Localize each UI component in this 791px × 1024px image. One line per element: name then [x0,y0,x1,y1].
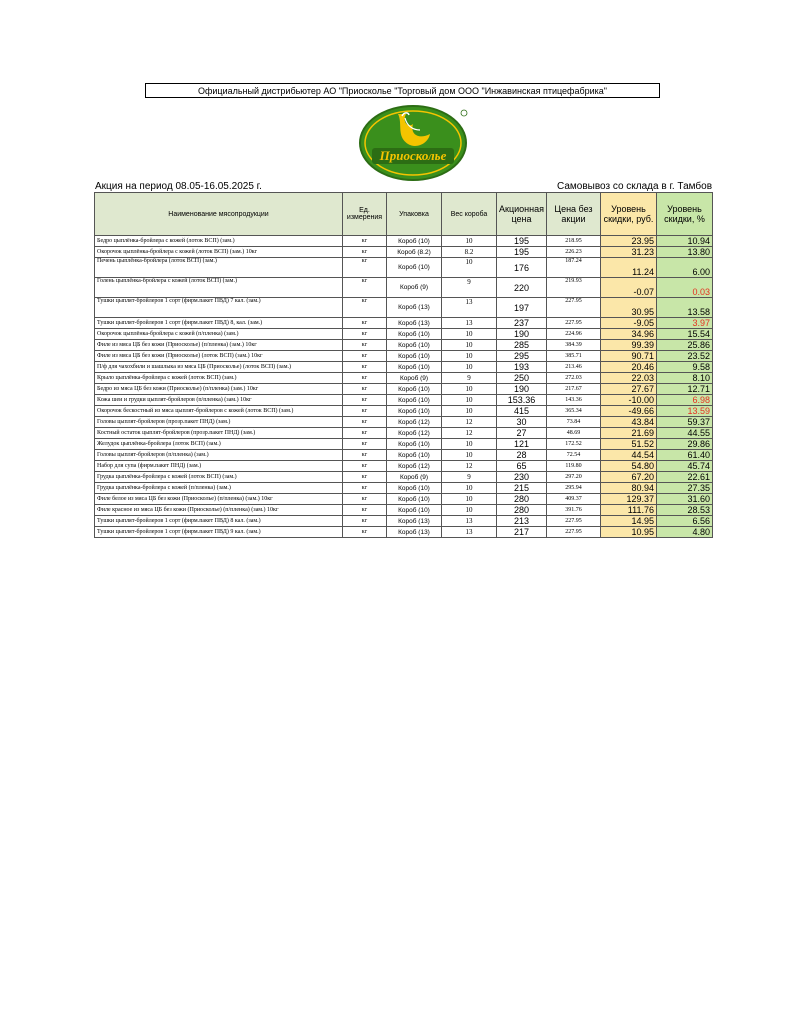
cell-weight: 10 [442,494,497,505]
table-row [95,340,713,351]
cell-pack: Короб (10) [387,494,442,505]
cell-promo: 220 [497,278,547,298]
cell-pack: Короб (13) [387,318,442,329]
cell-pack: Короб (13) [387,298,442,318]
cell-unit: кг [343,406,387,417]
cell-pack: Короб (12) [387,461,442,472]
table-row [95,236,713,247]
cell-name: Голень цыплёнка-бройлера с кожей (лоток ВСП) (зам.) [95,278,343,298]
cell-unit: кг [343,505,387,516]
distributor-banner: Официальный дистрибьютер АО "Приосколье "Торговый дом ООО "Инжавинская птицефабрика" [145,83,660,98]
cell-pct: 13.80 [657,247,713,258]
cell-unit: кг [343,278,387,298]
cell-weight: 10 [442,384,497,395]
cell-promo: 176 [497,258,547,278]
cell-name: Костный остаток цыплят-бройлеров (прозр.пакет ПНД) (зам.) [95,428,343,439]
cell-unit: кг [343,351,387,362]
table-row [95,362,713,373]
cell-name: Печень цыплёнка-бройлера (лоток ВСП) (зам.) [95,258,343,278]
cell-rub: 11.24 [601,258,657,278]
cell-rub: 22.03 [601,373,657,384]
cell-pack: Короб (8.2) [387,247,442,258]
cell-rub: 30.95 [601,298,657,318]
cell-base: 119.80 [547,461,601,472]
cell-unit: кг [343,373,387,384]
cell-base: 73.84 [547,417,601,428]
cell-weight: 10 [442,340,497,351]
cell-weight: 9 [442,472,497,483]
col-header-base-price: Цена без акции [547,193,601,236]
col-header-name: Наименование мясопродукции [95,193,343,236]
cell-name: Крыло цыплёнка-бройлера с кожей (лоток ВСП) (зам.) [95,373,343,384]
cell-base: 217.67 [547,384,601,395]
cell-promo: 190 [497,329,547,340]
cell-weight: 10 [442,406,497,417]
cell-promo: 153.36 [497,395,547,406]
price-table [94,192,713,538]
table-row [95,278,713,298]
table-row [95,351,713,362]
cell-rub: 31.23 [601,247,657,258]
cell-name: Тушки цыплят-бройлеров 1 сорт (фирм.пакет ПВД) 9 кал. (зам.) [95,527,343,538]
cell-unit: кг [343,472,387,483]
cell-unit: кг [343,362,387,373]
cell-base: 227.95 [547,318,601,329]
cell-base: 224.96 [547,329,601,340]
cell-pct: 23.52 [657,351,713,362]
col-header-promo-price: Акционная цена [497,193,547,236]
cell-name: Окорочок цыплёнка-бройлера с кожей (лоток ВСП) (зам.) 10кг [95,247,343,258]
cell-pack: Короб (10) [387,439,442,450]
cell-base: 226.23 [547,247,601,258]
col-header-weight: Вес короба [442,193,497,236]
cell-promo: 28 [497,450,547,461]
cell-pct: 4.80 [657,527,713,538]
cell-pct: 15.54 [657,329,713,340]
cell-unit: кг [343,329,387,340]
cell-rub: 14.95 [601,516,657,527]
priioskolye-logo [358,104,468,182]
cell-base: 272.03 [547,373,601,384]
cell-pack: Короб (10) [387,406,442,417]
promo-period: Акция на период 08.05-16.05.2025 г. [95,181,262,192]
cell-promo: 295 [497,351,547,362]
cell-rub: -10.00 [601,395,657,406]
table-row [95,439,713,450]
cell-unit: кг [343,384,387,395]
cell-unit: кг [343,417,387,428]
cell-base: 227.95 [547,516,601,527]
table-row [95,329,713,340]
cell-pct: 6.00 [657,258,713,278]
cell-unit: кг [343,439,387,450]
cell-pack: Короб (9) [387,278,442,298]
cell-unit: кг [343,318,387,329]
cell-pack: Короб (10) [387,505,442,516]
cell-pct: 12.71 [657,384,713,395]
cell-pack: Короб (10) [387,483,442,494]
cell-weight: 13 [442,298,497,318]
cell-unit: кг [343,483,387,494]
table-row [95,428,713,439]
cell-name: Филе из мяса ЦБ без кожи (Приосколье) (п/пленка) (зам.) 10кг [95,340,343,351]
table-row [95,505,713,516]
cell-pct: 44.55 [657,428,713,439]
cell-rub: -49.66 [601,406,657,417]
cell-rub: 10.95 [601,527,657,538]
cell-name: Бедро из мяса ЦБ без кожи (Приосколье) (п/пленка) (зам.) 10кг [95,384,343,395]
cell-name: Головы цыплят-бройлеров (п/пленка) (зам.) [95,450,343,461]
cell-weight: 13 [442,527,497,538]
cell-promo: 237 [497,318,547,329]
cell-promo: 27 [497,428,547,439]
cell-name: Филе красное из мяса ЦБ без кожи (Приосколье) (п/пленка) (зам.) 10кг [95,505,343,516]
cell-pct: 8.10 [657,373,713,384]
cell-pct: 10.94 [657,236,713,247]
table-row [95,494,713,505]
cell-rub: 99.39 [601,340,657,351]
cell-pack: Короб (10) [387,395,442,406]
cell-name: Окорочок бескостный из мяса цыплят-бройлеров с кожей (лоток ВСП) (зам.) [95,406,343,417]
cell-pack: Короб (13) [387,527,442,538]
cell-pct: 59.37 [657,417,713,428]
table-row [95,258,713,278]
cell-pack: Короб (12) [387,417,442,428]
cell-weight: 10 [442,505,497,516]
cell-promo: 280 [497,494,547,505]
table-row [95,461,713,472]
col-header-discount-rub: Уровень скидки, руб. [601,193,657,236]
cell-rub: -0.07 [601,278,657,298]
cell-unit: кг [343,428,387,439]
table-row [95,384,713,395]
cell-rub: 23.95 [601,236,657,247]
cell-promo: 215 [497,483,547,494]
cell-pct: 29.86 [657,439,713,450]
cell-pack: Короб (10) [387,362,442,373]
table-row [95,527,713,538]
cell-pack: Короб (12) [387,428,442,439]
cell-pct: 28.53 [657,505,713,516]
cell-pack: Короб (9) [387,472,442,483]
cell-name: П/ф для чахохбили и шашлыка из мяса ЦБ (Приосколье) (лоток ВСП) (зам.) [95,362,343,373]
cell-pack: Короб (10) [387,329,442,340]
cell-base: 187.24 [547,258,601,278]
cell-base: 172.52 [547,439,601,450]
pickup-note: Самовывоз со склада в г. Тамбов [557,181,713,192]
cell-promo: 195 [497,247,547,258]
cell-promo: 195 [497,236,547,247]
cell-promo: 213 [497,516,547,527]
cell-promo: 30 [497,417,547,428]
cell-weight: 9 [442,278,497,298]
cell-pct: 6.98 [657,395,713,406]
cell-pct: 6.56 [657,516,713,527]
cell-base: 218.95 [547,236,601,247]
cell-promo: 197 [497,298,547,318]
cell-weight: 10 [442,258,497,278]
cell-unit: кг [343,516,387,527]
cell-unit: кг [343,461,387,472]
cell-unit: кг [343,236,387,247]
cell-pack: Короб (10) [387,450,442,461]
cell-name: Филе из мяса ЦБ без кожи (Приосколье) (лоток ВСП) (зам.) 10кг [95,351,343,362]
cell-pct: 45.74 [657,461,713,472]
cell-promo: 250 [497,373,547,384]
cell-pct: 3.97 [657,318,713,329]
table-row [95,472,713,483]
cell-rub: 90.71 [601,351,657,362]
cell-pct: 27.35 [657,483,713,494]
table-row [95,318,713,329]
cell-unit: кг [343,298,387,318]
cell-base: 384.39 [547,340,601,351]
cell-name: Грудка цыплёнка-бройлера с кожей (п/пленка) (зам.) [95,483,343,494]
cell-base: 391.76 [547,505,601,516]
cell-pct: 31.60 [657,494,713,505]
cell-name: Головы цыплят-бройлеров (прозр.пакет ПНД) (зам.) [95,417,343,428]
cell-weight: 13 [442,516,497,527]
cell-unit: кг [343,450,387,461]
cell-weight: 10 [442,450,497,461]
cell-base: 295.94 [547,483,601,494]
cell-pack: Короб (10) [387,340,442,351]
cell-base: 297.20 [547,472,601,483]
cell-promo: 230 [497,472,547,483]
cell-pack: Короб (13) [387,516,442,527]
cell-base: 409.37 [547,494,601,505]
cell-weight: 12 [442,428,497,439]
cell-rub: 129.37 [601,494,657,505]
cell-weight: 9 [442,373,497,384]
table-row [95,395,713,406]
table-row [95,483,713,494]
cell-base: 219.93 [547,278,601,298]
cell-promo: 415 [497,406,547,417]
col-header-unit: Ед. измерения [343,193,387,236]
col-header-pack: Упаковка [387,193,442,236]
cell-weight: 12 [442,417,497,428]
cell-name: Филе белое из мяса ЦБ без кожи (Приосколье) (п/пленка) (зам.) 10кг [95,494,343,505]
table-row [95,298,713,318]
cell-promo: 285 [497,340,547,351]
cell-rub: -9.05 [601,318,657,329]
cell-base: 385.71 [547,351,601,362]
cell-pct: 61.40 [657,450,713,461]
cell-rub: 21.69 [601,428,657,439]
cell-rub: 51.52 [601,439,657,450]
cell-rub: 54.80 [601,461,657,472]
cell-weight: 10 [442,483,497,494]
cell-weight: 10 [442,439,497,450]
cell-pack: Короб (10) [387,236,442,247]
cell-weight: 12 [442,461,497,472]
cell-name: Грудка цыплёнка-бройлера с кожей (лоток ВСП) (зам.) [95,472,343,483]
cell-promo: 217 [497,527,547,538]
cell-rub: 27.67 [601,384,657,395]
cell-base: 48.69 [547,428,601,439]
cell-weight: 13 [442,318,497,329]
cell-name: Бедро цыплёнка-бройлера с кожей (лоток ВСП) (зам.) [95,236,343,247]
cell-pct: 13.58 [657,298,713,318]
cell-base: 365.34 [547,406,601,417]
cell-pack: Короб (9) [387,373,442,384]
table-row [95,450,713,461]
cell-pct: 25.86 [657,340,713,351]
cell-unit: кг [343,340,387,351]
cell-promo: 280 [497,505,547,516]
logo-wordmark: Приосколье [379,148,447,163]
cell-name: Окорочок цыплёнка-бройлера с кожей (п/пленка) (зам.) [95,329,343,340]
cell-name: Тушки цыплят-бройлеров 1 сорт (фирм.пакет ПВД) 8 кал. (зам.) [95,516,343,527]
cell-promo: 193 [497,362,547,373]
cell-rub: 34.96 [601,329,657,340]
cell-rub: 111.76 [601,505,657,516]
table-row [95,247,713,258]
cell-promo: 190 [497,384,547,395]
cell-base: 143.36 [547,395,601,406]
cell-name: Тушки цыплят-бройлеров 1 сорт (фирм.пакет ПВД) 7 кал. (зам.) [95,298,343,318]
cell-unit: кг [343,395,387,406]
cell-name: Тушки цыплят-бройлеров 1 сорт (фирм.пакет ПВД) 8, кал. (зам.) [95,318,343,329]
cell-rub: 20.46 [601,362,657,373]
table-row [95,406,713,417]
cell-name: Желудок цыплёнка-бройлера (лоток ВСП) (зам.) [95,439,343,450]
cell-name: Кожа шеи и грудки цыплят-бройлеров (п/пленка) (зам.) 10кг [95,395,343,406]
cell-weight: 10 [442,236,497,247]
cell-name: Набор для супа (фирм.пакет ПНД) (зам.) [95,461,343,472]
table-row [95,516,713,527]
cell-pct: 9.58 [657,362,713,373]
cell-weight: 10 [442,329,497,340]
cell-base: 213.46 [547,362,601,373]
table-header-row [95,193,713,236]
cell-base: 227.95 [547,527,601,538]
cell-base: 227.95 [547,298,601,318]
cell-weight: 10 [442,351,497,362]
cell-rub: 80.94 [601,483,657,494]
cell-unit: кг [343,527,387,538]
cell-pct: 22.61 [657,472,713,483]
cell-rub: 67.20 [601,472,657,483]
cell-weight: 8.2 [442,247,497,258]
cell-weight: 10 [442,395,497,406]
cell-rub: 43.84 [601,417,657,428]
cell-base: 72.54 [547,450,601,461]
table-row [95,373,713,384]
cell-unit: кг [343,258,387,278]
cell-pack: Короб (10) [387,351,442,362]
cell-promo: 121 [497,439,547,450]
cell-unit: кг [343,494,387,505]
col-header-discount-pct: Уровень скидки, % [657,193,713,236]
cell-pct: 13.59 [657,406,713,417]
cell-pack: Короб (10) [387,384,442,395]
table-row [95,417,713,428]
cell-promo: 65 [497,461,547,472]
cell-unit: кг [343,247,387,258]
cell-pack: Короб (10) [387,258,442,278]
cell-rub: 44.54 [601,450,657,461]
cell-weight: 10 [442,362,497,373]
cell-pct: 0.03 [657,278,713,298]
